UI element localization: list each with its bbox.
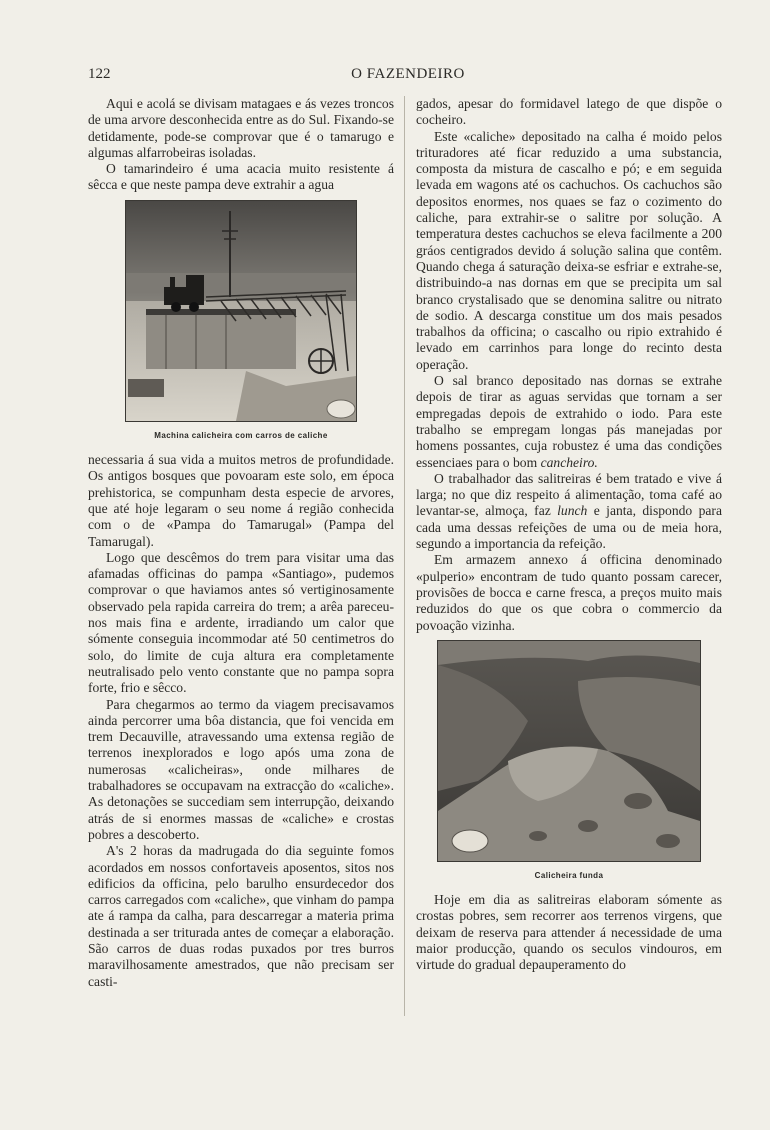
right-column: [416, 96, 722, 974]
column-divider: [404, 96, 405, 1016]
page-number: 122: [88, 66, 111, 82]
paragraph: [416, 471, 722, 552]
paragraph: O tamarindeiro é uma acacia muito resistente á sêcca e que neste pampa deve extrahir a agua: [88, 161, 394, 193]
paragraph: gados, apesar do formidavel latego de que dispõe o cocheiro.: [416, 96, 722, 128]
paragraph: A's 2 horas da madrugada do dia seguinte fomos acordados em nossos confortaveis aposentos, sitos nos edificios da officina, pelo barulho ensurdecedor dos carros carregados com «caliche», que vinham do pampa ate á rampa da calha, para descarregar a materia prima destinada a ser triturada antes de começar a elaboração. São carros de duas rodas puxados por tres burros maravilhosamente amestrados, que não precisam ser casti-: [88, 843, 394, 989]
text-run: O trabalhador das salitreiras é bem tratado e vive á larga; no que diz respeito á alimentação, toma café ao levantar-se, almoça, faz: [416, 470, 722, 519]
journal-title: O FAZENDEIRO: [351, 66, 465, 82]
paragraph: necessaria á sua vida a muitos metros de profundidade. Os antigos bosques que povoaram este solo, em época prehistorica, se compunham desta especie de arvores, que até hoje legaram o seu nome á região conhecida com o de «Pampa do Tamarugal» (Pampa del Tamarugal).: [88, 452, 394, 549]
photo-quarry: [437, 640, 701, 862]
left-column: [88, 96, 394, 990]
text-run: e janta, dispondo para cada uma dessas refeições de uma ou de meia hora, segundo a importancia da refeição.: [416, 503, 722, 552]
paragraph: Logo que descêmos do trem para visitar uma das afamadas officinas do pampa «Santiago», pudemos comprovar o que haviamos antes só vertiginosamente observado pela rapida carreira do trem; a arêa pareceu-nos mais fina e ardente, irradiando um calor que sómente conseguia incommodar até 50 centimetros do solo, do limite de cuja altura era completamente neutralisado pelo vento constante que no pampa sopra forte, frio e sêcco.: [88, 549, 394, 696]
paragraph: Este «caliche» depositado na calha é moido pelos trituradores até ficar reduzido a uma substancia, composta da mistura de cascalho e pó; e em seguida levada em wagons até os cachuchos. Os cachuchos são depositos enormes, nos quaes se faz o cozimento do caliche, para extrahir-se o salitre por solução. A temperatura destes cachuchos se eleva facilmente a 200 gráos centigrados devido á solução salina que contêm. Quando chega á saturação deixa-se esfriar e extrahe-se, distribuindo-a nas dornas em que se precipita um sal branco crystalisado que se denomina salitre ou nitrato de sodio. A descarga constitue um dos mais pesados trabalhos da officina; o cascalho ou ripio extrahido é levado em carrinhos para longe do recinto desta operação.: [416, 128, 722, 372]
paragraph: Hoje em dia as salitreiras elaboram sómente as crostas pobres, sem recorrer aos terrenos virgens, que deixam de reserva para attender á necessidade de uma maior producção, quando os seculos vindouros, em virtude do gradual depauperamento do: [416, 892, 722, 973]
paragraph: Em armazem annexo á officina denominado «pulperio» encontram de tudo quanto possam carecer, provisões de bocca e carne fresca, a preços muito mais reduzidos do que os que cobra o commercio da povoação vizinha.: [416, 552, 722, 633]
text-run-italic: lunch: [557, 503, 588, 519]
figure-caption: Calicheira funda: [534, 870, 604, 880]
figure-caption: Machina calicheira com carros de caliche: [154, 430, 328, 440]
text-run: O sal branco depositado nas dornas se extrahe depois de tirar as aguas servidas que tornam a ser empregadas depois de extrahido o iodo. Para este trabalho se empregam longas pás manejadas por homens possantes, cuja robustez é uma das condições essenciaes para o bom: [416, 373, 722, 470]
text-run-italic: cancheiro.: [540, 454, 598, 470]
photo-machine: [125, 200, 357, 422]
paragraph: [416, 373, 722, 471]
paragraph: Para chegarmos ao termo da viagem precisavamos ainda percorrer uma bôa distancia, que foi vencida em trem Decauville, atravessando uma extensa região de terrenos inexplorados e logo após uma zona de numerosas «calicheiras», onde milhares de trabalhadores se occupavam na extracção do «caliche». As detonações se succediam sem interrupção, deixando atrás de si enormes massas de «caliche» e crostas pobres a descoberto.: [88, 696, 394, 842]
page-header: [88, 64, 728, 84]
figure-machine: [88, 200, 394, 444]
figure-quarry: [416, 640, 722, 884]
paragraph: Aqui e acolá se divisam matagaes e ás vezes troncos de uma arvore desconhecida entre as do Sul. Fixando-se detidamente, pode-se comprovar que é o tamarugo e algumas alfarrobeiras isoladas.: [88, 96, 394, 160]
